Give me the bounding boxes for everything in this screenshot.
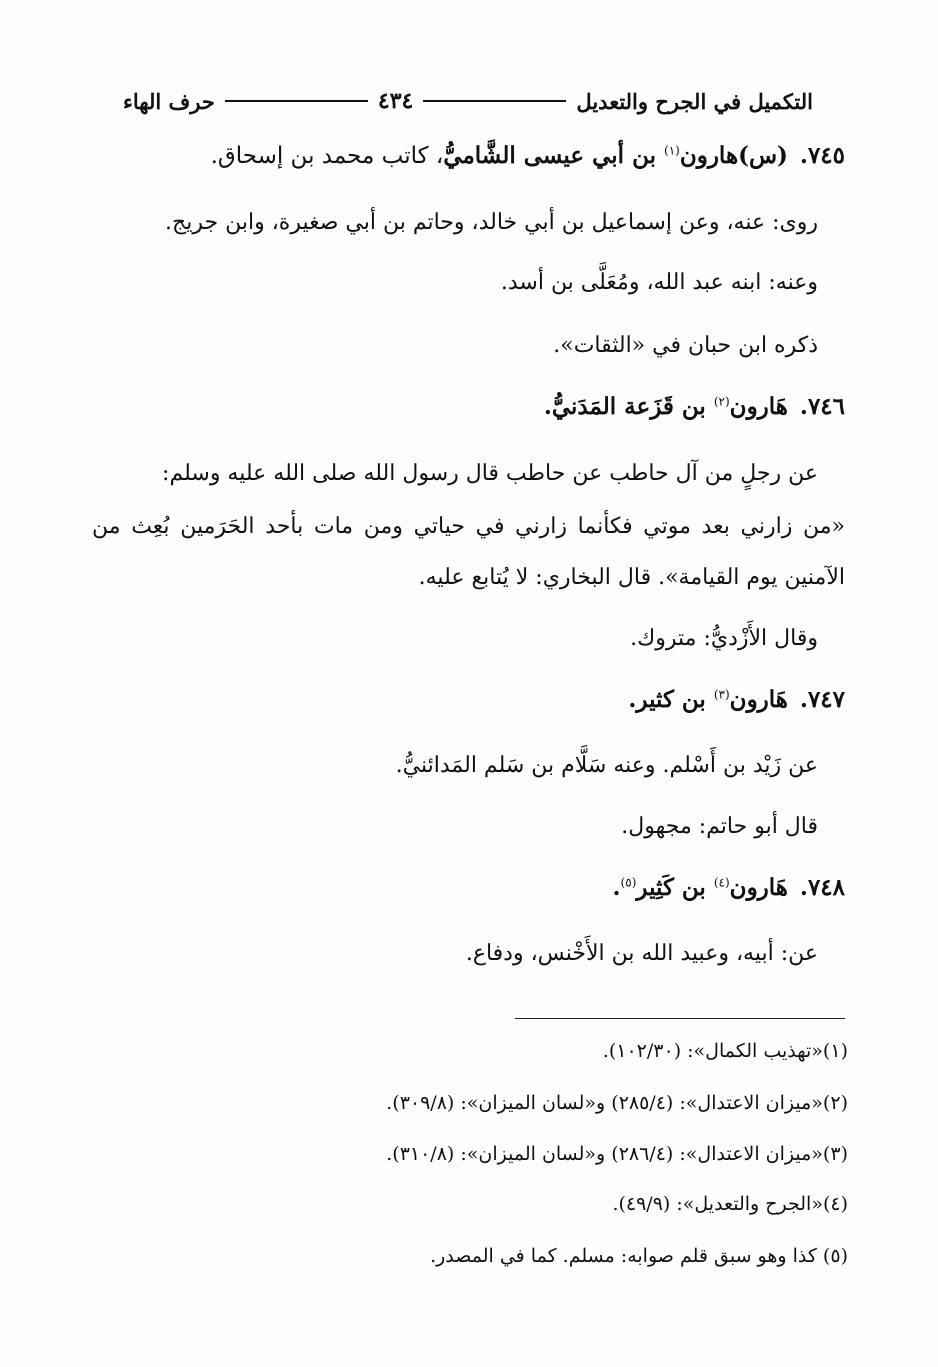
entry-number: ٧٤٦. [799,393,845,420]
footnote-5: (٥) كذا وهو سبق قلم صوابه: مسلم. كما في المصدر. [430,1245,848,1267]
entry-name-rest: بن قَزَعة المَدَنيُّ. [543,393,706,420]
entry-name: هَارون [729,686,788,713]
chapter-title: حرف الهاء [123,88,215,114]
footnote-ref: (٢) [713,394,730,409]
page-number: ٤٣٤ [377,88,414,114]
footnote-divider [515,1018,845,1019]
footnote-4: (٤)«الجرح والتعديل»: (٤٩/٩). [612,1193,848,1215]
running-header [123,84,813,118]
footnote-ref: (٣) [713,687,730,702]
entry-heading-746 [544,393,845,420]
text-line: ذكره ابن حبان في «الثقات». [553,333,818,358]
entry-name-rest: بن كثير. [628,686,706,713]
entry-name-rest: بن كَثِير [636,874,706,901]
footnote-1: (١)«تهذيب الكمال»: (١٠٢/٣٠). [602,1040,848,1062]
entry-name: هارون [679,142,739,169]
header-dash [225,100,368,102]
entry-prefix: (س) [738,142,788,169]
text-line: وعنه: ابنه عبد الله، ومُعَلَّى بن أسد. [500,270,818,295]
text-line: وقال الأَزْديُّ: متروك. [630,626,818,651]
footnote-2: (٢)«ميزان الاعتدال»: (٢٨٥/٤) و«لسان الميزان»: (٣٠٩/٨). [386,1092,848,1114]
entry-heading-748 [613,874,845,901]
text-line: قال أبو حاتم: مجهول. [621,814,818,839]
entry-end: . [612,874,621,901]
text-line: روى: عنه، وعن إسماعيل بن أبي خالد، وحاتم بن أبي صغيرة، وابن جريج. [165,210,818,235]
entry-name: هَارون [729,393,788,420]
entry-number: ٧٤٨. [799,874,845,901]
text-line: عن زَيْد بن أَسْلم. وعنه سَلَّام بن سَلم المَدائنيُّ. [395,753,818,778]
header-dash [423,100,566,102]
footnote-ref: (٤) [713,875,730,890]
footnote-ref: (٥) [620,875,637,890]
text-line: «من زارني بعد موتي فكأنما زارني في حياتي ومن مات بأحد الحَرَمين بُعِث من [92,514,845,539]
entry-number: ٧٤٧. [799,686,845,713]
book-title: التكميل في الجرح والتعديل [576,88,813,114]
entry-number: ٧٤٥. [799,142,845,169]
text-line: الآمنين يوم القيامة». قال البخاري: لا يُتابع عليه. [418,565,845,590]
entry-heading-745 [211,142,845,169]
entry-name-rest: بن أبي عيسى الشَّاميُّ [443,142,656,169]
entry-name: هَارون [729,874,788,901]
entry-description: ، كاتب محمد بن إسحاق. [210,143,444,169]
text-line: عن: أبيه، وعبيد الله بن الأَخْنس، ودفاع. [465,941,818,966]
footnote-ref: (١) [664,143,680,158]
footnote-3: (٣)«ميزان الاعتدال»: (٢٨٦/٤) و«لسان الميزان»: (٣١٠/٨). [386,1143,848,1165]
text-line: عن رجلٍ من آل حاطب عن حاطب قال رسول الله صلى الله عليه وسلم: [162,461,818,486]
entry-heading-747 [628,686,845,713]
